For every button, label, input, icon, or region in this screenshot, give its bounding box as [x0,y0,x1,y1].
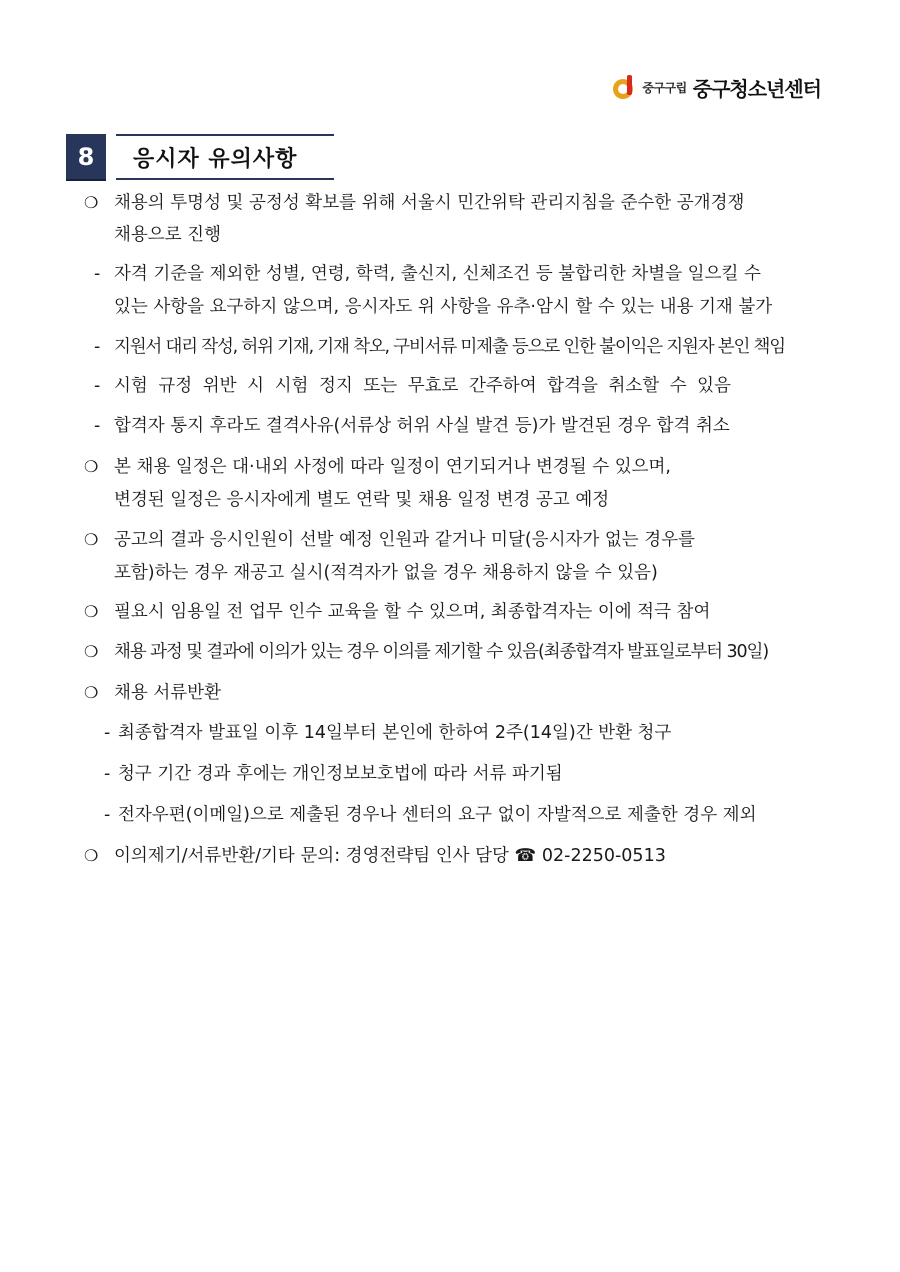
contact-line: 이의제기/서류반환/기타 문의: 경영전략팀 인사 담당 ☎ 02-2250-0513 [114,846,666,866]
item-line: 시험 규정 위반 시 시험 정지 또는 무효로 간주하여 합격을 취소할 수 있음 [114,376,731,396]
item-line: 채용의 투명성 및 공정성 확보를 위해 서울시 민간위탁 관리지침을 준수한 공개경쟁 [114,193,745,213]
item-line: 있는 사항을 요구하지 않으며, 응시자도 위 사항을 유추·암시 할 수 있는 내용 기재 불가 [114,297,773,317]
center-logo-icon [612,74,636,100]
item-line: 필요시 임용일 전 업무 인수 교육을 할 수 있으며, 최종합격자는 이에 적극 참여 [114,602,711,622]
item-line: 합격자 통지 후라도 결격사유(서류상 허위 사실 발견 등)가 발견된 경우 합격 취소 [114,416,730,436]
item-line: 변경된 일정은 응시자에게 별도 연락 및 채용 일정 변경 공고 예정 [114,490,610,510]
section-title-box [116,134,334,180]
bullet-dash: - [94,337,101,357]
bullet-circle-icon: ❍ [84,193,99,212]
section-number: 8 [66,134,106,181]
bullet-dash: - [94,376,101,396]
bullet-circle-icon: ❍ [84,602,99,621]
bullet-dash: - [94,416,101,436]
bullet-dash: - [94,264,101,284]
bullet-dash: - [104,805,111,825]
bullet-circle-icon: ❍ [84,642,99,661]
center-logo [612,72,821,102]
bullet-dash: - [104,764,111,784]
item-line: 최종합격자 발표일 이후 14일부터 본인에 한하여 2주(14일)간 반환 청구 [118,723,672,743]
bullet-dash: - [104,723,111,743]
item-line: 자격 기준을 제외한 성별, 연령, 학력, 출신지, 신체조건 등 불합리한 차별을 일으킬 수 [114,264,761,284]
item-line: 청구 기간 경과 후에는 개인정보보호법에 따라 서류 파기됨 [118,764,563,784]
item-line: 공고의 결과 응시인원이 선발 예정 인원과 같거나 미달(응시자가 없는 경우를 [114,530,695,550]
item-line: 지원서 대리 작성, 허위 기재, 기재 착오, 구비서류 미제출 등으로 인한 불이익은 지원자 본인 책임 [114,337,785,357]
bullet-circle-icon: ❍ [84,457,99,476]
item-line: 포함)하는 경우 재공고 실시(적격자가 없을 경우 채용하지 않을 수 있음) [114,563,658,583]
item-line: 채용으로 진행 [114,225,221,245]
section-title: 응시자 유의사항 [133,147,298,172]
item-line: 채용 서류반환 [114,683,221,703]
logo-small-text: 중구구립 [642,80,687,95]
item-line: 전자우편(이메일)으로 제출된 경우나 센터의 요구 없이 자발적으로 제출한 경우 제외 [118,805,757,825]
item-line: 채용 과정 및 결과에 이의가 있는 경우 이의를 제기할 수 있음(최종합격자 발표일로부터 30일) [114,642,769,662]
bullet-circle-icon: ❍ [84,530,99,549]
logo-main-text: 중구청소년센터 [692,76,821,101]
bullet-circle-icon: ❍ [84,846,99,865]
bullet-circle-icon: ❍ [84,683,99,702]
item-line: 본 채용 일정은 대·내외 사정에 따라 일정이 연기되거나 변경될 수 있으며, [114,457,671,477]
